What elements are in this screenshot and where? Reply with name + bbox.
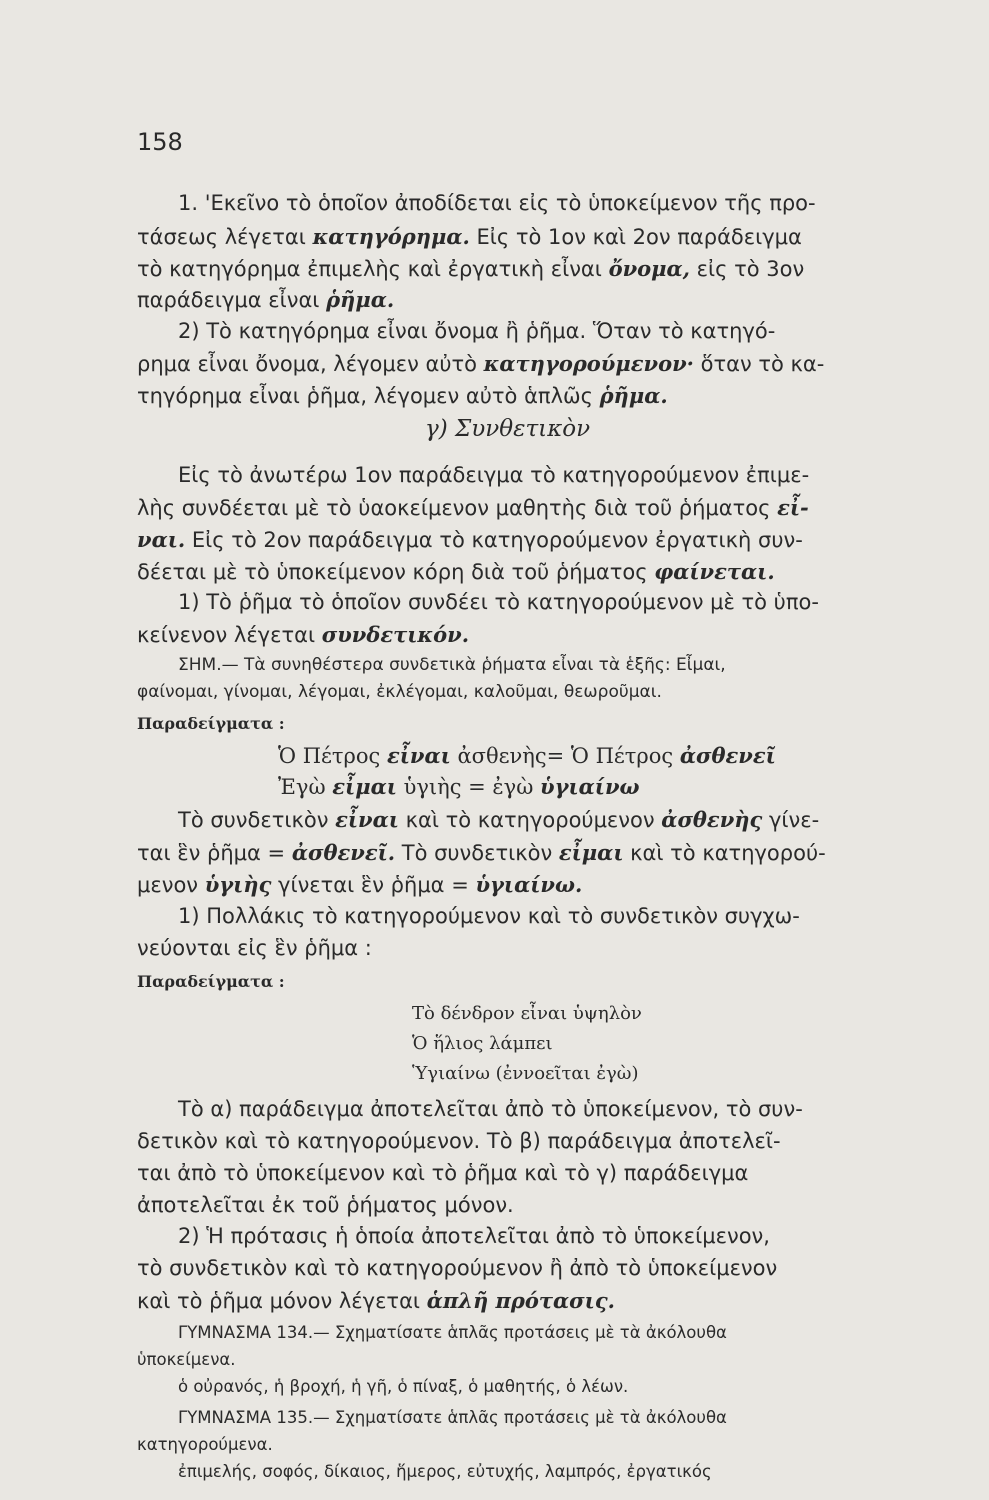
p3-line-1: Εἰς τὸ ἀνωτέρω 1ον παράδειγμα τὸ κατηγορούμενον ἐπιμε- bbox=[178, 463, 810, 488]
p7-line-1: Τὸ α) παράδειγμα ἀποτελεῖται ἀπὸ τὸ ὑποκείμενον, τὸ συν- bbox=[178, 1097, 803, 1122]
p5-line-3: μενον ὑγιὴς γίνεται ἓν ῥῆμα = ὑγιαίνω. bbox=[137, 871, 583, 897]
term-aple-protasis: ἁπλῆ πρότασις. bbox=[426, 1288, 615, 1313]
p6-line-2: νεύονται εἰς ἓν ῥῆμα : bbox=[137, 935, 372, 960]
p3-line-4: δέεται μὲ τὸ ὑποκείμενον κόρη διὰ τοῦ ῥήματος φαίνεται. bbox=[137, 558, 775, 584]
exercise-135-line-3: ἐπιμελής, σοφός, δίκαιος, ἥμερος, εὐτυχής, λαμπρός, ἐργατικός bbox=[178, 1462, 712, 1481]
p1-line-1: 1. 'Εκεῖνο τὸ ὁποῖον ἀποδίδεται εἰς τὸ ὑποκείμενον τῆς προ- bbox=[178, 191, 816, 215]
example-1-line-1: Ὁ Πέτρος εἶναι ἀσθενὴς= Ὁ Πέτρος ἀσθενεῖ bbox=[278, 742, 776, 768]
p1-line-4: παράδειγμα εἶναι ῥῆμα. bbox=[137, 287, 395, 313]
p6-line-1: 1) Πολλάκις τὸ κατηγορούμενον καὶ τὸ συνδετικὸν συγχω- bbox=[178, 903, 800, 928]
p1-line-2: τάσεως λέγεται κατηγόρημα. Εἰς τὸ 1ον καὶ 2ον παράδειγμα bbox=[137, 223, 802, 249]
example-1-line-2: Ἐγὼ εἶμαι ὑγιὴς = ἐγὼ ὑγιαίνω bbox=[278, 773, 640, 799]
term-rema: ῥῆμα. bbox=[326, 287, 395, 313]
term-einai-split: εἶ- bbox=[777, 495, 809, 520]
example-2-line-2: Ὁ ἥλιος λάμπει bbox=[412, 1032, 553, 1054]
p8-line-3: καὶ τὸ ῥῆμα μόνον λέγεται ἁπλῆ πρότασις. bbox=[137, 1288, 615, 1313]
examples-label-1: Παραδείγματα : bbox=[137, 713, 285, 733]
example-2-line-3: Ὑγιαίνω (ἐννοεῖται ἐγὼ) bbox=[412, 1062, 639, 1084]
term-syndetikon: συνδετικόν. bbox=[321, 622, 470, 648]
p2-line-1: 2) Τὸ κατηγόρημα εἶναι ὄνομα ἢ ῥῆμα. Ὅταν τὸ κατηγό- bbox=[178, 319, 776, 344]
p7-line-4: ἀποτελεῖται ἐκ τοῦ ῥήματος μόνον. bbox=[137, 1192, 514, 1217]
p4-line-2: κείνενον λέγεται συνδετικόν. bbox=[137, 622, 470, 648]
p2-line-2: ρημα εἶναι ὄνομα, λέγομεν αὐτὸ κατηγορούμενον· ὅταν τὸ κα- bbox=[137, 350, 825, 376]
p3-line-2: λὴς συνδέεται μὲ τὸ ὑαοκείμενον μαθητὴς διὰ τοῦ ῥήματος εἶ- bbox=[137, 495, 809, 520]
p7-line-2: δετικὸν καὶ τὸ κατηγορούμενον. Τὸ β) παράδειγμα ἀποτελεῖ- bbox=[137, 1129, 781, 1154]
exercise-135-line-2: κατηγορούμενα. bbox=[137, 1434, 273, 1454]
p4-line-1: 1) Τὸ ῥῆμα τὸ ὁποῖον συνδέει τὸ κατηγορούμενον μὲ τὸ ὑπο- bbox=[178, 590, 819, 615]
example-2-line-1: Τὸ δένδρον εἶναι ὑψηλὸν bbox=[412, 1002, 642, 1024]
exercise-134-line-3: ὁ οὐρανός, ἡ βροχή, ἡ γῆ, ὁ πίναξ, ὁ μαθητής, ὁ λέων. bbox=[178, 1376, 629, 1396]
page-number: 158 bbox=[137, 128, 183, 156]
note-line-2: φαίνομαι, γίνομαι, λέγομαι, ἐκλέγομαι, καλοῦμαι, θεωροῦμαι. bbox=[137, 682, 662, 702]
exercise-134-line-1: ΓΥΜΝΑΣΜΑ 134.— Σχηματίσατε ἁπλᾶς προτάσεις μὲ τὰ ἀκόλουθα bbox=[178, 1322, 727, 1342]
term-kategoroumenon: κατηγορούμενον· bbox=[483, 350, 694, 376]
p2-line-3: τηγόρημα εἶναι ῥῆμα, λέγομεν αὐτὸ ἁπλῶς ῥῆμα. bbox=[137, 382, 668, 408]
p5-line-2: ται ἓν ῥῆμα = ἀσθενεῖ. Τὸ συνδετικὸν εἶμαι καὶ τὸ κατηγορού- bbox=[137, 840, 826, 866]
term-kategorema: κατηγόρημα. bbox=[312, 223, 470, 249]
term-rema-2: ῥῆμα. bbox=[599, 382, 668, 408]
section-heading: γ) Συνθετικὸν bbox=[425, 416, 591, 443]
p1-line-3: τὸ κατηγόρημα ἐπιμελὴς καὶ ἐργατικὴ εἶναι ὄνομα, εἰς τὸ 3ον bbox=[137, 255, 805, 281]
term-fainetai: φαίνεται. bbox=[654, 558, 775, 584]
term-onoma: ὄνομα, bbox=[608, 255, 690, 281]
p3-line-3: ναι. Εἰς τὸ 2ον παράδειγμα τὸ κατηγορούμενον ἐργατικὴ συν- bbox=[137, 526, 803, 552]
exercise-135-line-1: ΓΥΜΝΑΣΜΑ 135.— Σχηματίσατε ἁπλᾶς προτάσεις μὲ τὰ ἀκόλουθα bbox=[178, 1407, 727, 1427]
p8-line-1: 2) Ἡ πρότασις ἡ ὁποία ἀποτελεῖται ἀπὸ τὸ ὑποκείμενον, bbox=[178, 1224, 770, 1249]
examples-label-2: Παραδείγματα : bbox=[137, 971, 285, 991]
p8-line-2: τὸ συνδετικὸν καὶ τὸ κατηγορούμενον ἢ ἀπὸ τὸ ὑποκείμενον bbox=[137, 1256, 778, 1281]
note-line-1: ΣΗΜ.— Τὰ συνηθέστερα συνδετικὰ ῥήματα εἶναι τὰ ἑξῆς: Εἶμαι, bbox=[178, 654, 726, 675]
p5-line-1: Τὸ συνδετικὸν εἶναι καὶ τὸ κατηγορούμενον ἀσθενὴς γίνε- bbox=[178, 807, 820, 833]
exercise-134-line-2: ὑποκείμενα. bbox=[137, 1349, 236, 1369]
p7-line-3: ται ἀπὸ τὸ ὑποκείμενον καὶ τὸ ῥῆμα καὶ τὸ γ) παράδειγμα bbox=[137, 1160, 749, 1185]
